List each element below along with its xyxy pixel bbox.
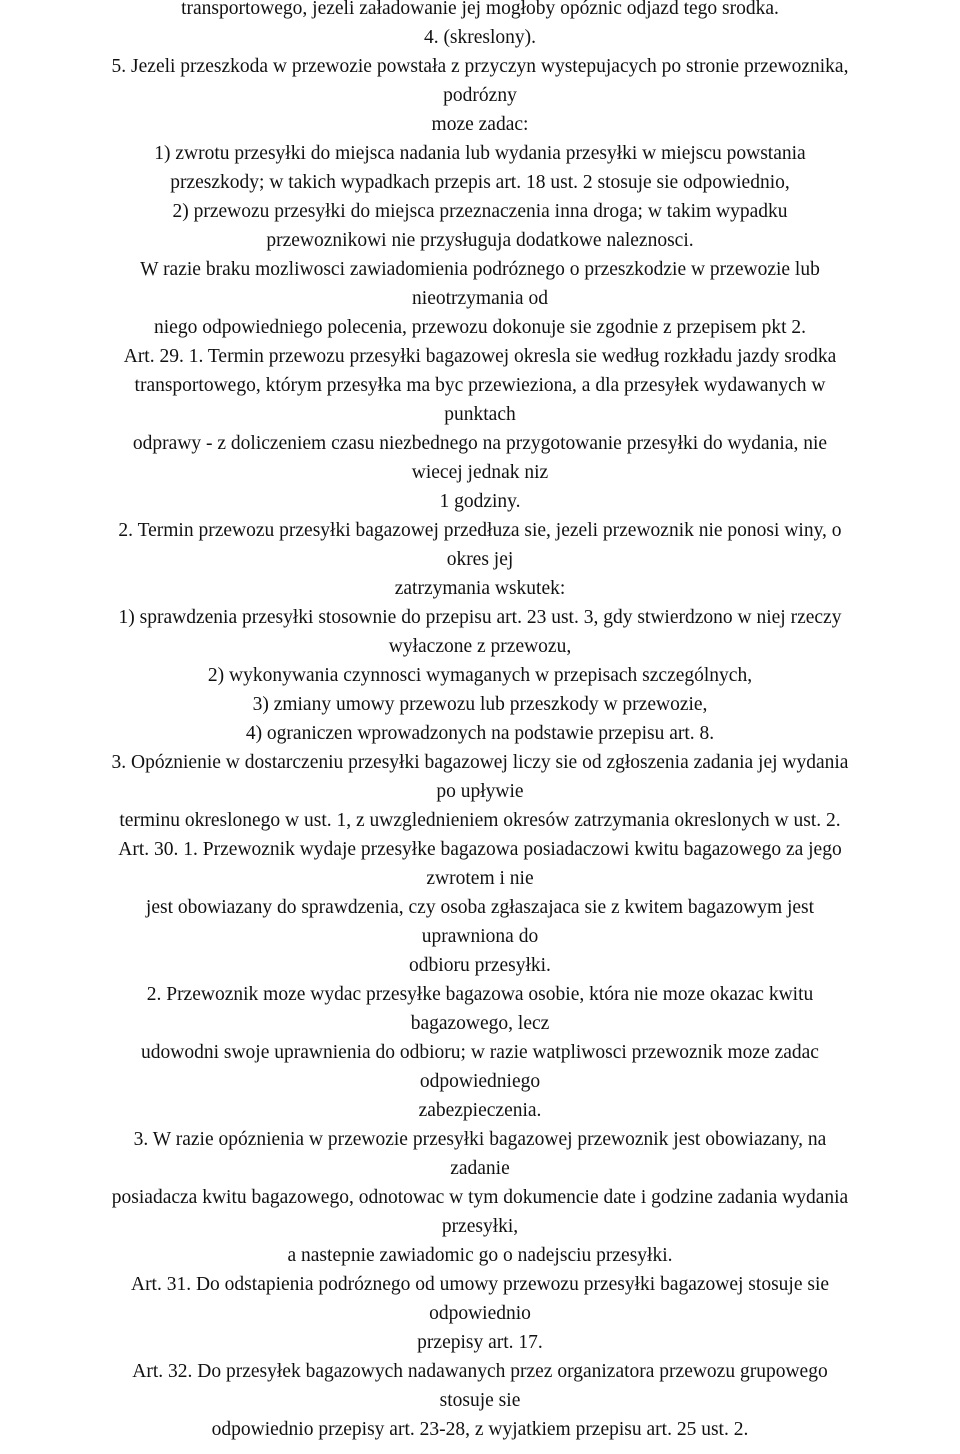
text-line: a nastepnie zawiadomic go o nadejsciu przesyłki. [287, 1245, 673, 1266]
text-line: zadanie [450, 1158, 510, 1179]
text-line: W razie braku mozliwosci zawiadomienia podróznego o przeszkodzie w przewozie lub [140, 259, 820, 280]
text-line: przesyłki, [441, 1216, 519, 1237]
text-line: okres jej [446, 549, 514, 570]
text-line: po upływie [436, 781, 524, 802]
text-line: odpowiednio [429, 1303, 531, 1324]
text-line: 3) zmiany umowy przewozu lub przeszkody w przewozie, [252, 694, 708, 715]
text-line: 4) ograniczen wprowadzonych na podstawie przepisu art. 8. [245, 723, 715, 744]
text-line: 2. Przewoznik moze wydac przesyłke bagazowa osobie, która nie moze okazac kwitu [146, 984, 814, 1005]
text-line: posiadacza kwitu bagazowego, odnotowac w tym dokumencie date i godzine zadania wydania [111, 1187, 849, 1208]
text-line: Art. 30. 1. Przewoznik wydaje przesyłke bagazowa posiadaczowi kwitu bagazowego za jego [118, 839, 842, 860]
text-line: odprawy - z doliczeniem czasu niezbednego na przygotowanie przesyłki do wydania, nie [132, 433, 828, 454]
text-line: 2) przewozu przesyłki do miejsca przeznaczenia inna droga; w takim wypadku [172, 201, 788, 222]
text-line: 1 godziny. [439, 491, 521, 512]
text-line: 1) sprawdzenia przesyłki stosownie do przepisu art. 23 ust. 3, gdy stwierdzono w niej rzeczy [118, 607, 842, 628]
text-line: uprawniona do [421, 926, 539, 947]
text-line: wiecej jednak niz [411, 462, 549, 483]
text-line: Art. 31. Do odstapienia podróznego od umowy przewozu przesyłki bagazowej stosuje sie [130, 1274, 830, 1295]
text-line: odpowiednio przepisy art. 23-28, z wyjatkiem przepisu art. 25 ust. 2. [211, 1419, 749, 1440]
text-line: transportowego, którym przesyłka ma byc przewieziona, a dla przesyłek wydawanych w [134, 375, 826, 396]
text-line: udowodni swoje uprawnienia do odbioru; w razie watpliwosci przewoznik moze zadac [141, 1042, 819, 1063]
text-line: zwrotem i nie [426, 868, 534, 889]
text-line: 2) wykonywania czynnosci wymaganych w przepisach szczególnych, [207, 665, 753, 686]
text-line: przewoznikowi nie przysługuja dodatkowe naleznosci. [266, 230, 694, 251]
text-line: punktach [444, 404, 516, 425]
text-line: 1) zwrotu przesyłki do miejsca nadania lub wydania przesyłki w miejscu powstania [154, 143, 806, 164]
text-line: 3. Opóznienie w dostarczeniu przesyłki bagazowej liczy sie od zgłoszenia zadania jej wydania [111, 752, 849, 773]
text-line: Art. 29. 1. Termin przewozu przesyłki bagazowej okresla sie według rozkładu jazdy srodka [123, 346, 837, 367]
text-line: 5. Jezeli przeszkoda w przewozie powstała z przyczyn wystepujacych po stronie przewoznika, [111, 56, 849, 77]
text-line: odbioru przesyłki. [409, 955, 551, 976]
text-line: zatrzymania wskutek: [394, 578, 566, 599]
text-line: podrózny [443, 85, 517, 106]
text-line: przepisy art. 17. [417, 1332, 543, 1353]
text-line: 4. (skreslony). [423, 27, 537, 48]
text-line: jest obowiazany do sprawdzenia, czy osoba zgłaszajaca sie z kwitem bagazowym jest [145, 897, 815, 918]
text-line: wyłaczone z przewozu, [388, 636, 572, 657]
text-line: nieotrzymania od [412, 288, 548, 309]
text-line: 2. Termin przewozu przesyłki bagazowej przedłuza sie, jezeli przewoznik nie ponosi winy, o [118, 520, 842, 541]
text-line: 3. W razie opóznienia w przewozie przesyłki bagazowej przewoznik jest obowiazany, na [133, 1129, 827, 1150]
text-line: bagazowego, lecz [410, 1013, 550, 1034]
text-line: stosuje sie [439, 1390, 521, 1411]
text-line: terminu okreslonego w ust. 1, z uwzglednieniem okresów zatrzymania okreslonych w ust. 2. [119, 810, 841, 831]
text-line: Art. 32. Do przesyłek bagazowych nadawanych przez organizatora przewozu grupowego [132, 1361, 828, 1382]
text-line: odpowiedniego [419, 1071, 541, 1092]
text-line: niego odpowiedniego polecenia, przewozu dokonuje sie zgodnie z przepisem pkt 2. [154, 317, 806, 338]
text-line: przeszkody; w takich wypadkach przepis art. 18 ust. 2 stosuje sie odpowiednio, [170, 172, 790, 193]
text-line: moze zadac: [431, 114, 529, 135]
text-line: transportowego, jezeli załadowanie jej mogłoby opóznic odjazd tego srodka. [181, 0, 779, 19]
text-line: zabezpieczenia. [418, 1100, 542, 1121]
